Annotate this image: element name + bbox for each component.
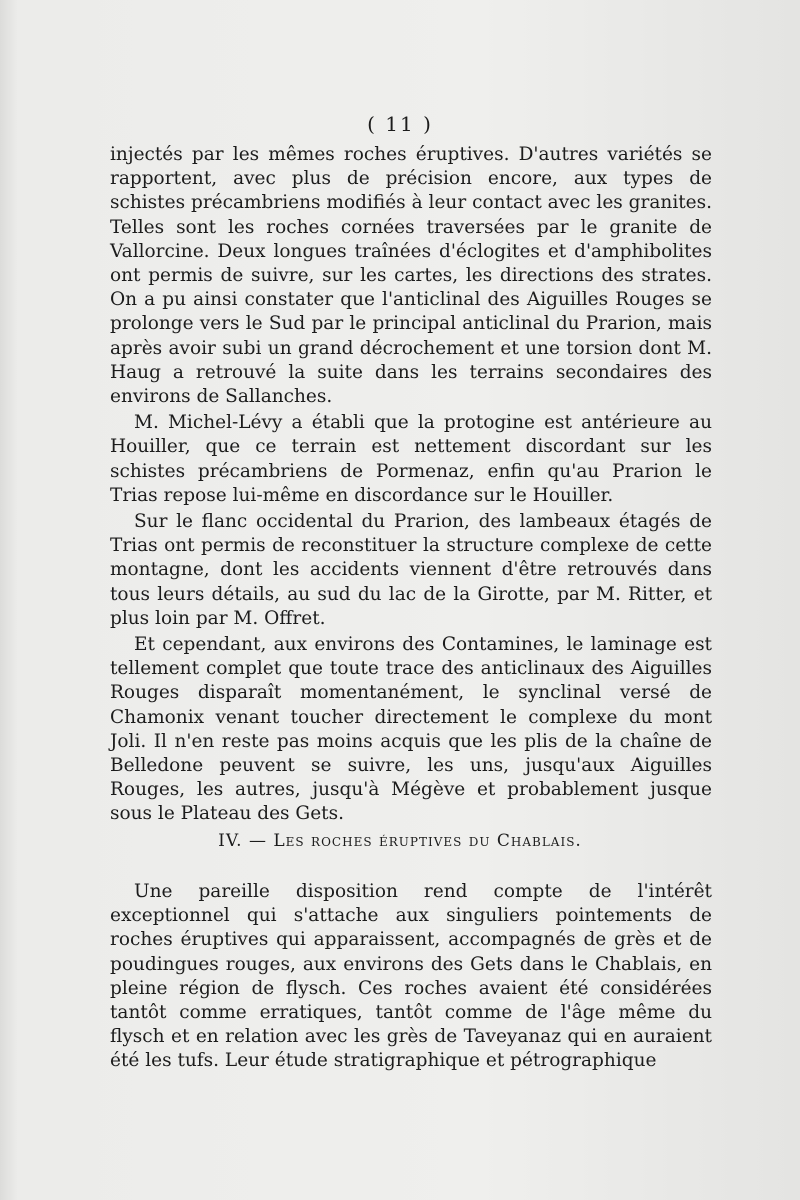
paragraph-1: injectés par les mêmes roches éruptives. D'autres variétés se rapportent, avec plus de précision encore, aux types de schistes précambriens modifiés à leur contact avec les granites. Telles sont les roches cornées traversées par le granite de Vallorcine. Deux longues traînées d'éclogites et d'amphibolites ont permis de suivre, sur les cartes, les directions des strates. On a pu ainsi constater que l'anticlinal des Aiguilles Rouges se prolonge vers le Sud par le principal anticlinal du Prarion, mais après avoir subi un grand décrochement et une torsion dont M. Haug a retrouvé la suite dans les terrains secondaires des environs de Sallanches. bbox=[110, 144, 712, 408]
body-text-upper bbox=[110, 143, 712, 829]
page-number: ( 11 ) bbox=[367, 112, 433, 136]
paragraph-5: Une pareille disposition rend compte de l'intérêt exceptionnel qui s'attache aux singuliers pointements de roches éruptives qui apparaissent, accompagnés de grès et de poudingues rouges, aux environs des Gets dans le Chablais, en pleine région de flysch. Ces roches avaient été considérées tantôt comme erratiques, tantôt comme de l'âge même du flysch et en relation avec les grès de Taveyanaz qui en auraient été les tufs. Leur étude stratigraphique et pétrographique bbox=[110, 881, 712, 1072]
paragraph-3: Sur le flanc occidental du Prarion, des lambeaux étagés de Trias ont permis de reconstituer la structure complexe de cette montagne, dont les accidents viennent d'être retrouvés dans tous leurs détails, au sud du lac de la Girotte, par M. Ritter, et plus loin par M. Offret. bbox=[110, 511, 712, 629]
body-text-lower bbox=[110, 880, 712, 1074]
section-heading: IV. — Les roches éruptives du Chablais. bbox=[218, 831, 582, 851]
paragraph-2: M. Michel-Lévy a établi que la protogine est antérieure au Houiller, que ce terrain est nettement discordant sur les schistes précambriens de Pormenaz, enfin qu'au Prarion le Trias repose lui-même en discordance sur le Houiller. bbox=[110, 412, 712, 506]
paragraph-4: Et cependant, aux environs des Contamines, le laminage est tellement complet que toute trace des anticlinaux des Aiguilles Rouges disparaît momentanément, le synclinal versé de Chamonix venant toucher directement le complexe du mont Joli. Il n'en reste pas moins acquis que les plis de la chaîne de Belledone peuvent se suivre, les uns, jusqu'aux Aiguilles Rouges, les autres, jusqu'à Mégève et probablement jusque sous le Plateau des Gets. bbox=[110, 634, 712, 825]
